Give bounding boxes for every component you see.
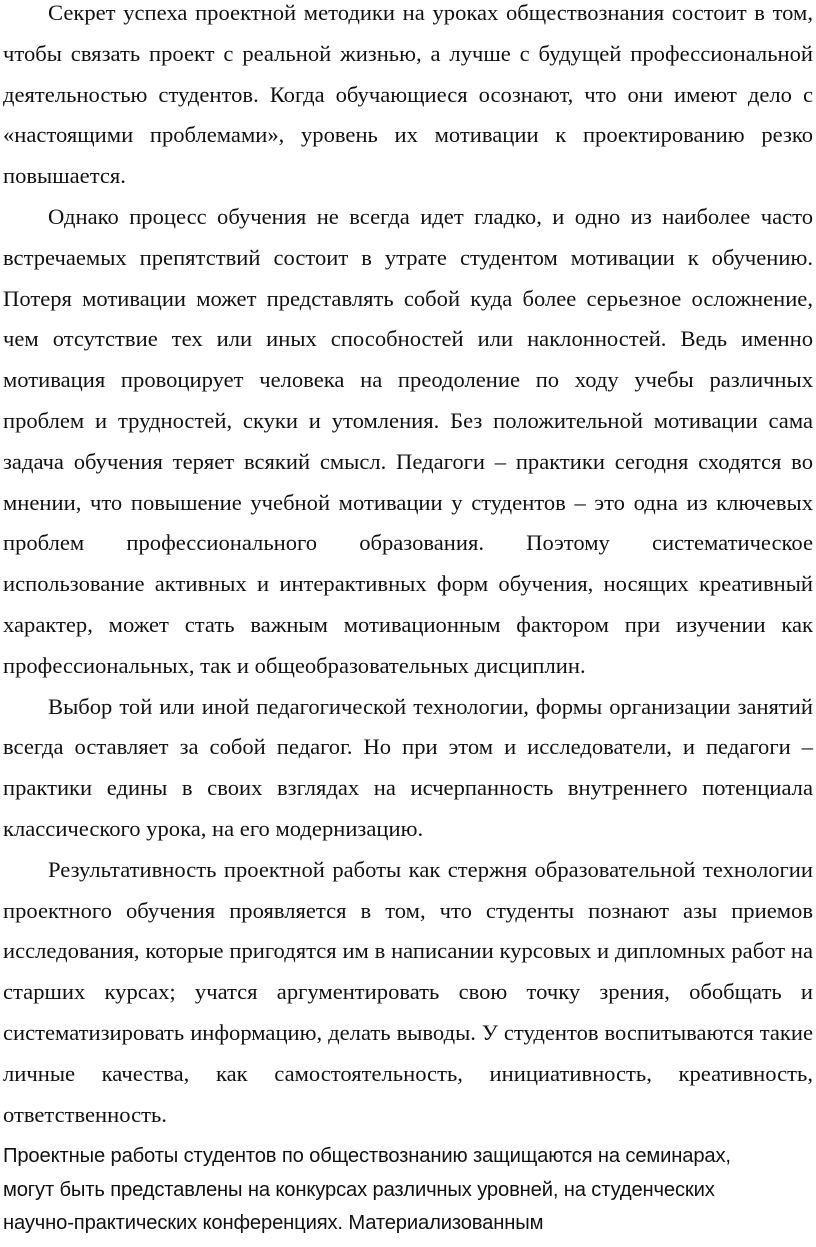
paragraph: Выбор той или иной педагогической технологии, формы организации занятий всегда оставляет за собой педагог. Но при этом и исследователи, и педагоги – практики едины в своих взглядах на исчерпанность внутреннего потенциала классического урока, на его модернизацию. — [3, 693, 813, 841]
paragraph: Однако процесс обучения не всегда идет гладко, и одно из наиболее часто встречаемых препятствий состоит в утрате студентом мотивации к обучению. Потеря мотивации может представлять собой куда более серьезное осложнение, чем отсутствие тех или иных способностей или наклонностей. Ведь именно мотивация провоцирует человека на преодоление по ходу учебы различных проблем и трудностей, скуки и утомления. Без положительной мотивации сама задача обучения теряет всякий смысл. Педагоги – практики сегодня сходятся во мнении, что повышение учебной мотивации у студентов – это одна из ключевых проблем профессионального образования. Поэтому систематическое использование активных и интерактивных форм обучения, носящих креативный характер, может стать важным мотивационным фактором при изучении как профессиональных, так и общеобразовательных дисциплин. — [3, 203, 813, 678]
paragraph: Результативность проектной работы как стержня образовательной технологии проектного обучения проявляется в том, что студенты познают азы приемов исследования, которые пригодятся им в написании курсовых и дипломных работ на старших курсах; учатся аргументировать свою точку зрения, обобщать и систематизировать информацию, делать выводы. У студентов воспитываются такие личные качества, как самостоятельность, инициативность, креативность, ответственность. — [3, 856, 813, 1127]
body-text — [3, 0, 813, 1135]
paragraph: Секрет успеха проектной методики на уроках обществознания состоит в том, чтобы связать проект с реальной жизнью, а лучше с будущей профессиональной деятельностью студентов. Когда обучающиеся осознают, что они имеют дело с «настоящими проблемами», уровень их мотивации к проектированию резко повышается. — [3, 0, 813, 189]
text-line: Проектные работы студентов по обществознанию защищаются на семинарах, — [3, 1145, 731, 1168]
trailing-paragraph — [3, 1140, 813, 1241]
text-line: могут быть представлены на конкурсах различных уровней, на студенческих — [3, 1178, 715, 1201]
text-line: научно-практических конференциях. Материализованным — [3, 1212, 544, 1235]
